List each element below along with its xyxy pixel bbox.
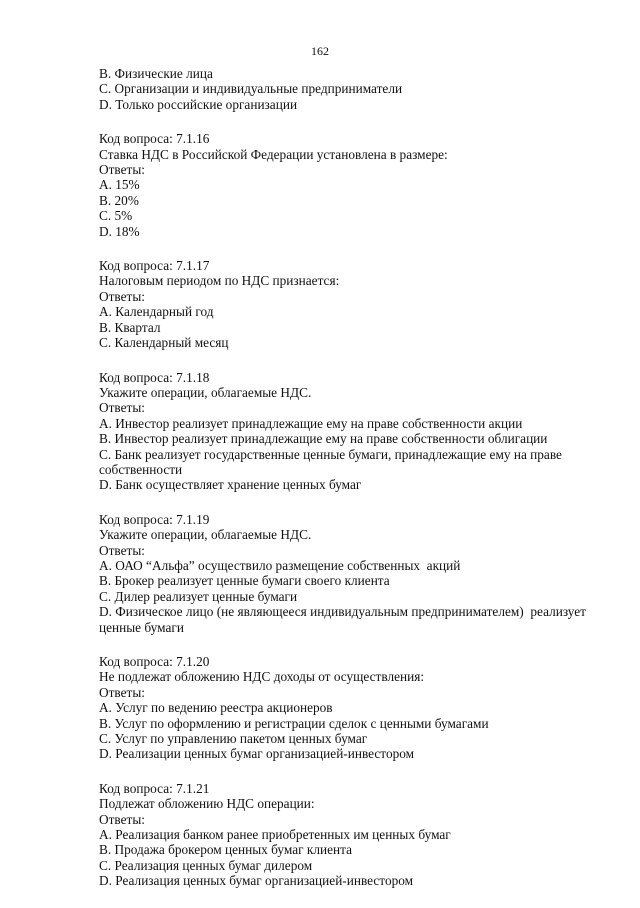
answers-label: Ответы: <box>99 162 145 178</box>
answer-option: D. Реализации ценных бумаг организацией-инвестором <box>99 746 415 762</box>
answer-option: D. 18% <box>99 223 140 239</box>
answer-option: D. Физическое лицо (не являющееся индивидуальным предпринимателем) реализует ценные бумаги <box>99 604 590 635</box>
question-7-1-17 <box>99 258 624 350</box>
question-text: Укажите операции, облагаемые НДС. <box>99 384 312 400</box>
question-text: Укажите операции, облагаемые НДС. <box>99 527 312 543</box>
question-7-1-18 <box>99 370 624 493</box>
answer-option: D. Банк осуществляет хранение ценных бумаг <box>99 477 362 493</box>
answer-option: C. Календарный месяц <box>99 335 229 351</box>
question-text: Не подлежат обложению НДС доходы от осуществления: <box>99 669 425 685</box>
answers-label: Ответы: <box>99 542 145 558</box>
answer-option: C. Дилер реализует ценные бумаги <box>99 588 298 604</box>
question-text: Налоговым периодом по НДС признается: <box>99 273 340 289</box>
answer-option: A. Инвестор реализует принадлежащие ему на праве собственности акции <box>99 415 523 431</box>
answer-option: A. Календарный год <box>99 304 214 320</box>
answer-option: D. Реализация ценных бумаг организацией-инвестором <box>99 873 414 889</box>
answer-option: B. Брокер реализует ценные бумаги своего клиента <box>99 573 390 589</box>
answer-option: D. Только российские организации <box>99 96 298 112</box>
answers-label: Ответы: <box>99 400 145 416</box>
answer-option: A. Услуг по ведению реестра акционеров <box>99 700 333 716</box>
answer-option: B. Квартал <box>99 319 161 335</box>
question-text: Подлежат обложению НДС операции: <box>99 796 315 812</box>
answer-option: B. Инвестор реализует принадлежащие ему на праве собственности облигации <box>99 431 548 447</box>
answer-option: C. 5% <box>99 208 133 224</box>
question-code: Код вопроса: 7.1.16 <box>99 131 210 147</box>
answer-option: C. Банк реализует государственные ценные бумаги, принадлежащие ему на праве собственности <box>99 446 566 477</box>
document-body <box>99 66 624 908</box>
question-code: Код вопроса: 7.1.19 <box>99 511 210 527</box>
answer-option: A. ОАО “Альфа” осуществило размещение собственных акций <box>99 557 461 573</box>
answers-label: Ответы: <box>99 288 145 304</box>
answers-label: Ответы: <box>99 811 145 827</box>
answers-label: Ответы: <box>99 684 145 700</box>
answer-option: C. Организации и индивидуальные предприниматели <box>99 81 403 97</box>
question-7-1-21 <box>99 781 624 889</box>
answer-option: B. Продажа брокером ценных бумаг клиента <box>99 842 352 858</box>
question-7-1-19 <box>99 512 624 635</box>
page-number: 162 <box>311 44 329 58</box>
answer-option: A. 15% <box>99 177 140 193</box>
answer-option: B. 20% <box>99 192 139 208</box>
question-7-1-16 <box>99 131 624 239</box>
answer-option: C. Услуг по управлению пакетом ценных бумаг <box>99 731 368 747</box>
question-code: Код вопроса: 7.1.20 <box>99 654 210 669</box>
answer-option: C. Реализация ценных бумаг дилером <box>99 857 313 873</box>
question-code: Код вопроса: 7.1.18 <box>99 369 210 385</box>
answer-option: A. Реализация банком ранее приобретенных им ценных бумаг <box>99 827 451 843</box>
answer-option: B. Услуг по оформлению и регистрации сделок с ценными бумагами <box>99 715 489 731</box>
answer-option: B. Физические лица <box>99 66 213 81</box>
intro-options <box>99 66 624 112</box>
question-text: Ставка НДС в Российской Федерации установлена в размере: <box>99 146 448 162</box>
question-code: Код вопроса: 7.1.21 <box>99 780 210 796</box>
question-7-1-20 <box>99 654 624 762</box>
question-code: Код вопроса: 7.1.17 <box>99 258 210 274</box>
